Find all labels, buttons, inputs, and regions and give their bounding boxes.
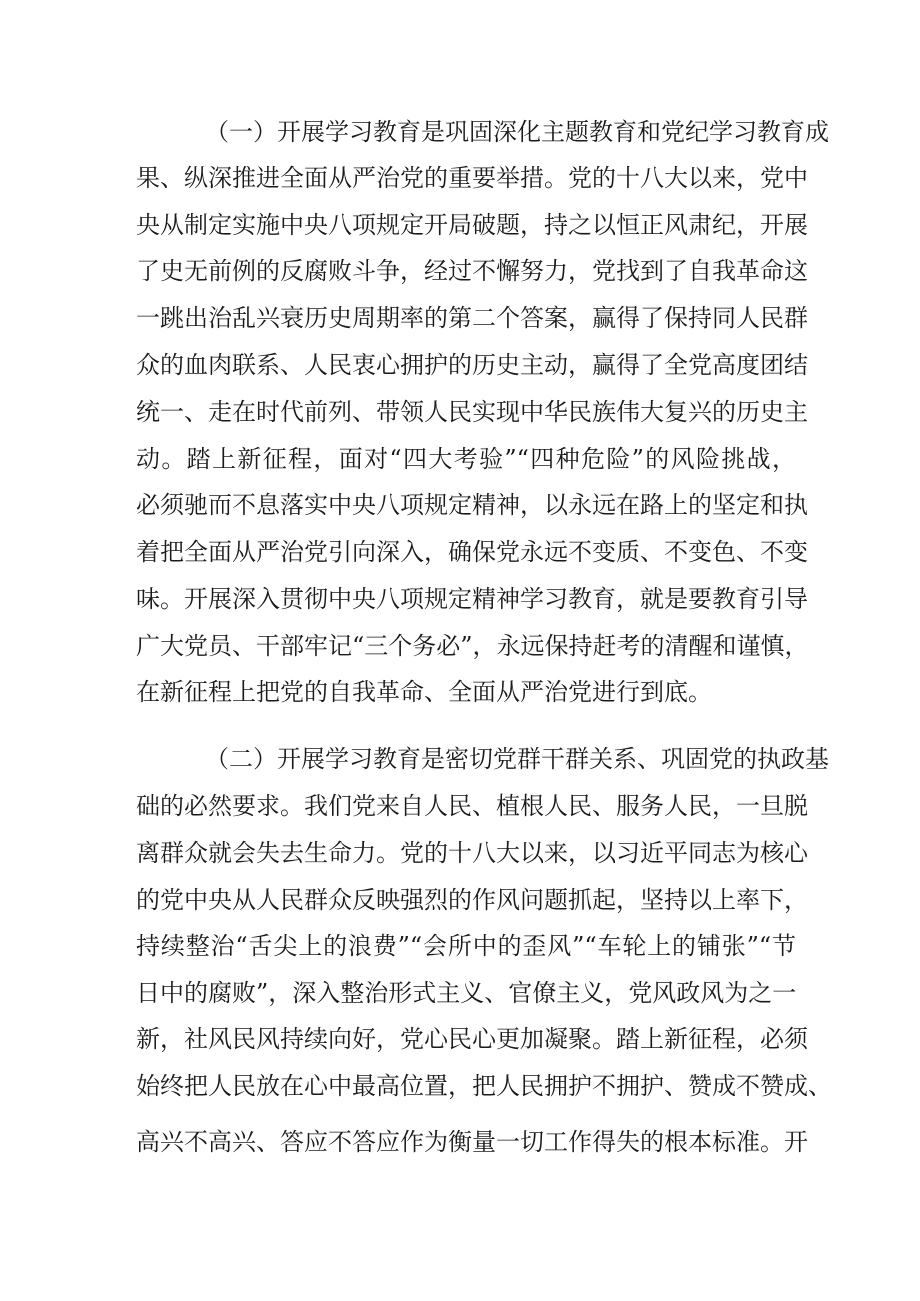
paragraph-line: 础的必然要求。我们党来自人民、植根人民、服务人民，一旦脱 bbox=[136, 792, 808, 820]
paragraph-line: （一）开展学习教育是巩固深化主题教育和党纪学习教育成 bbox=[205, 118, 829, 146]
paragraph-line: （二）开展学习教育是密切党群干群关系、巩固党的执政基 bbox=[205, 745, 829, 773]
paragraph-line: 广大党员、干部牢记“三个务必”，永远保持赶考的清醒和谨慎， bbox=[136, 632, 809, 660]
paragraph-line: 统一、走在时代前列、带领人民实现中华民族伟大复兴的历史主 bbox=[136, 398, 808, 426]
paragraph-line: 了史无前例的反腐败斗争，经过不懈努力，党找到了自我革命这 bbox=[136, 257, 808, 285]
paragraph-line: 高兴不高兴、答应不答应作为衡量一切工作得失的根本标准。开 bbox=[136, 1128, 808, 1156]
paragraph-line: 一跳出治乱兴衰历史周期率的第二个答案，赢得了保持同人民群 bbox=[136, 304, 808, 332]
paragraph-line: 味。开展深入贯彻中央八项规定精神学习教育，就是要教育引导 bbox=[136, 585, 808, 613]
paragraph-line: 动。踏上新征程，面对“四大考验”“四种危险”的风险挑战， bbox=[136, 445, 796, 473]
paragraph-line: 央从制定实施中央八项规定开局破题，持之以恒正风肃纪，开展 bbox=[136, 211, 808, 239]
paragraph-line: 必须驰而不息落实中央八项规定精神，以永远在路上的坚定和执 bbox=[136, 491, 808, 519]
paragraph-line: 日中的腐败”，深入整治形式主义、官僚主义，党风政风为之一 bbox=[136, 979, 797, 1007]
paragraph-line: 始终把人民放在心中最高位置，把人民拥护不拥护、赞成不赞成、 bbox=[136, 1072, 832, 1100]
paragraph-line: 新，社风民风持续向好，党心民心更加凝聚。踏上新征程，必须 bbox=[136, 1025, 808, 1053]
paragraph-line: 果、纵深推进全面从严治党的重要举措。党的十八大以来，党中 bbox=[136, 164, 808, 192]
paragraph-line: 的党中央从人民群众反映强烈的作风问题抓起，坚持以上率下， bbox=[136, 886, 808, 914]
paragraph-line: 众的血肉联系、人民衷心拥护的历史主动，赢得了全党高度团结 bbox=[136, 351, 808, 379]
paragraph-line: 离群众就会失去生命力。党的十八大以来，以习近平同志为核心 bbox=[136, 839, 808, 867]
paragraph-line: 持续整治“舌尖上的浪费”“会所中的歪风”“车轮上的铺张”“节 bbox=[136, 932, 796, 960]
paragraph-line: 在新征程上把党的自我革命、全面从严治党进行到底。 bbox=[136, 678, 712, 706]
paragraph-line: 着把全面从严治党引向深入，确保党永远不变质、不变色、不变 bbox=[136, 538, 808, 566]
